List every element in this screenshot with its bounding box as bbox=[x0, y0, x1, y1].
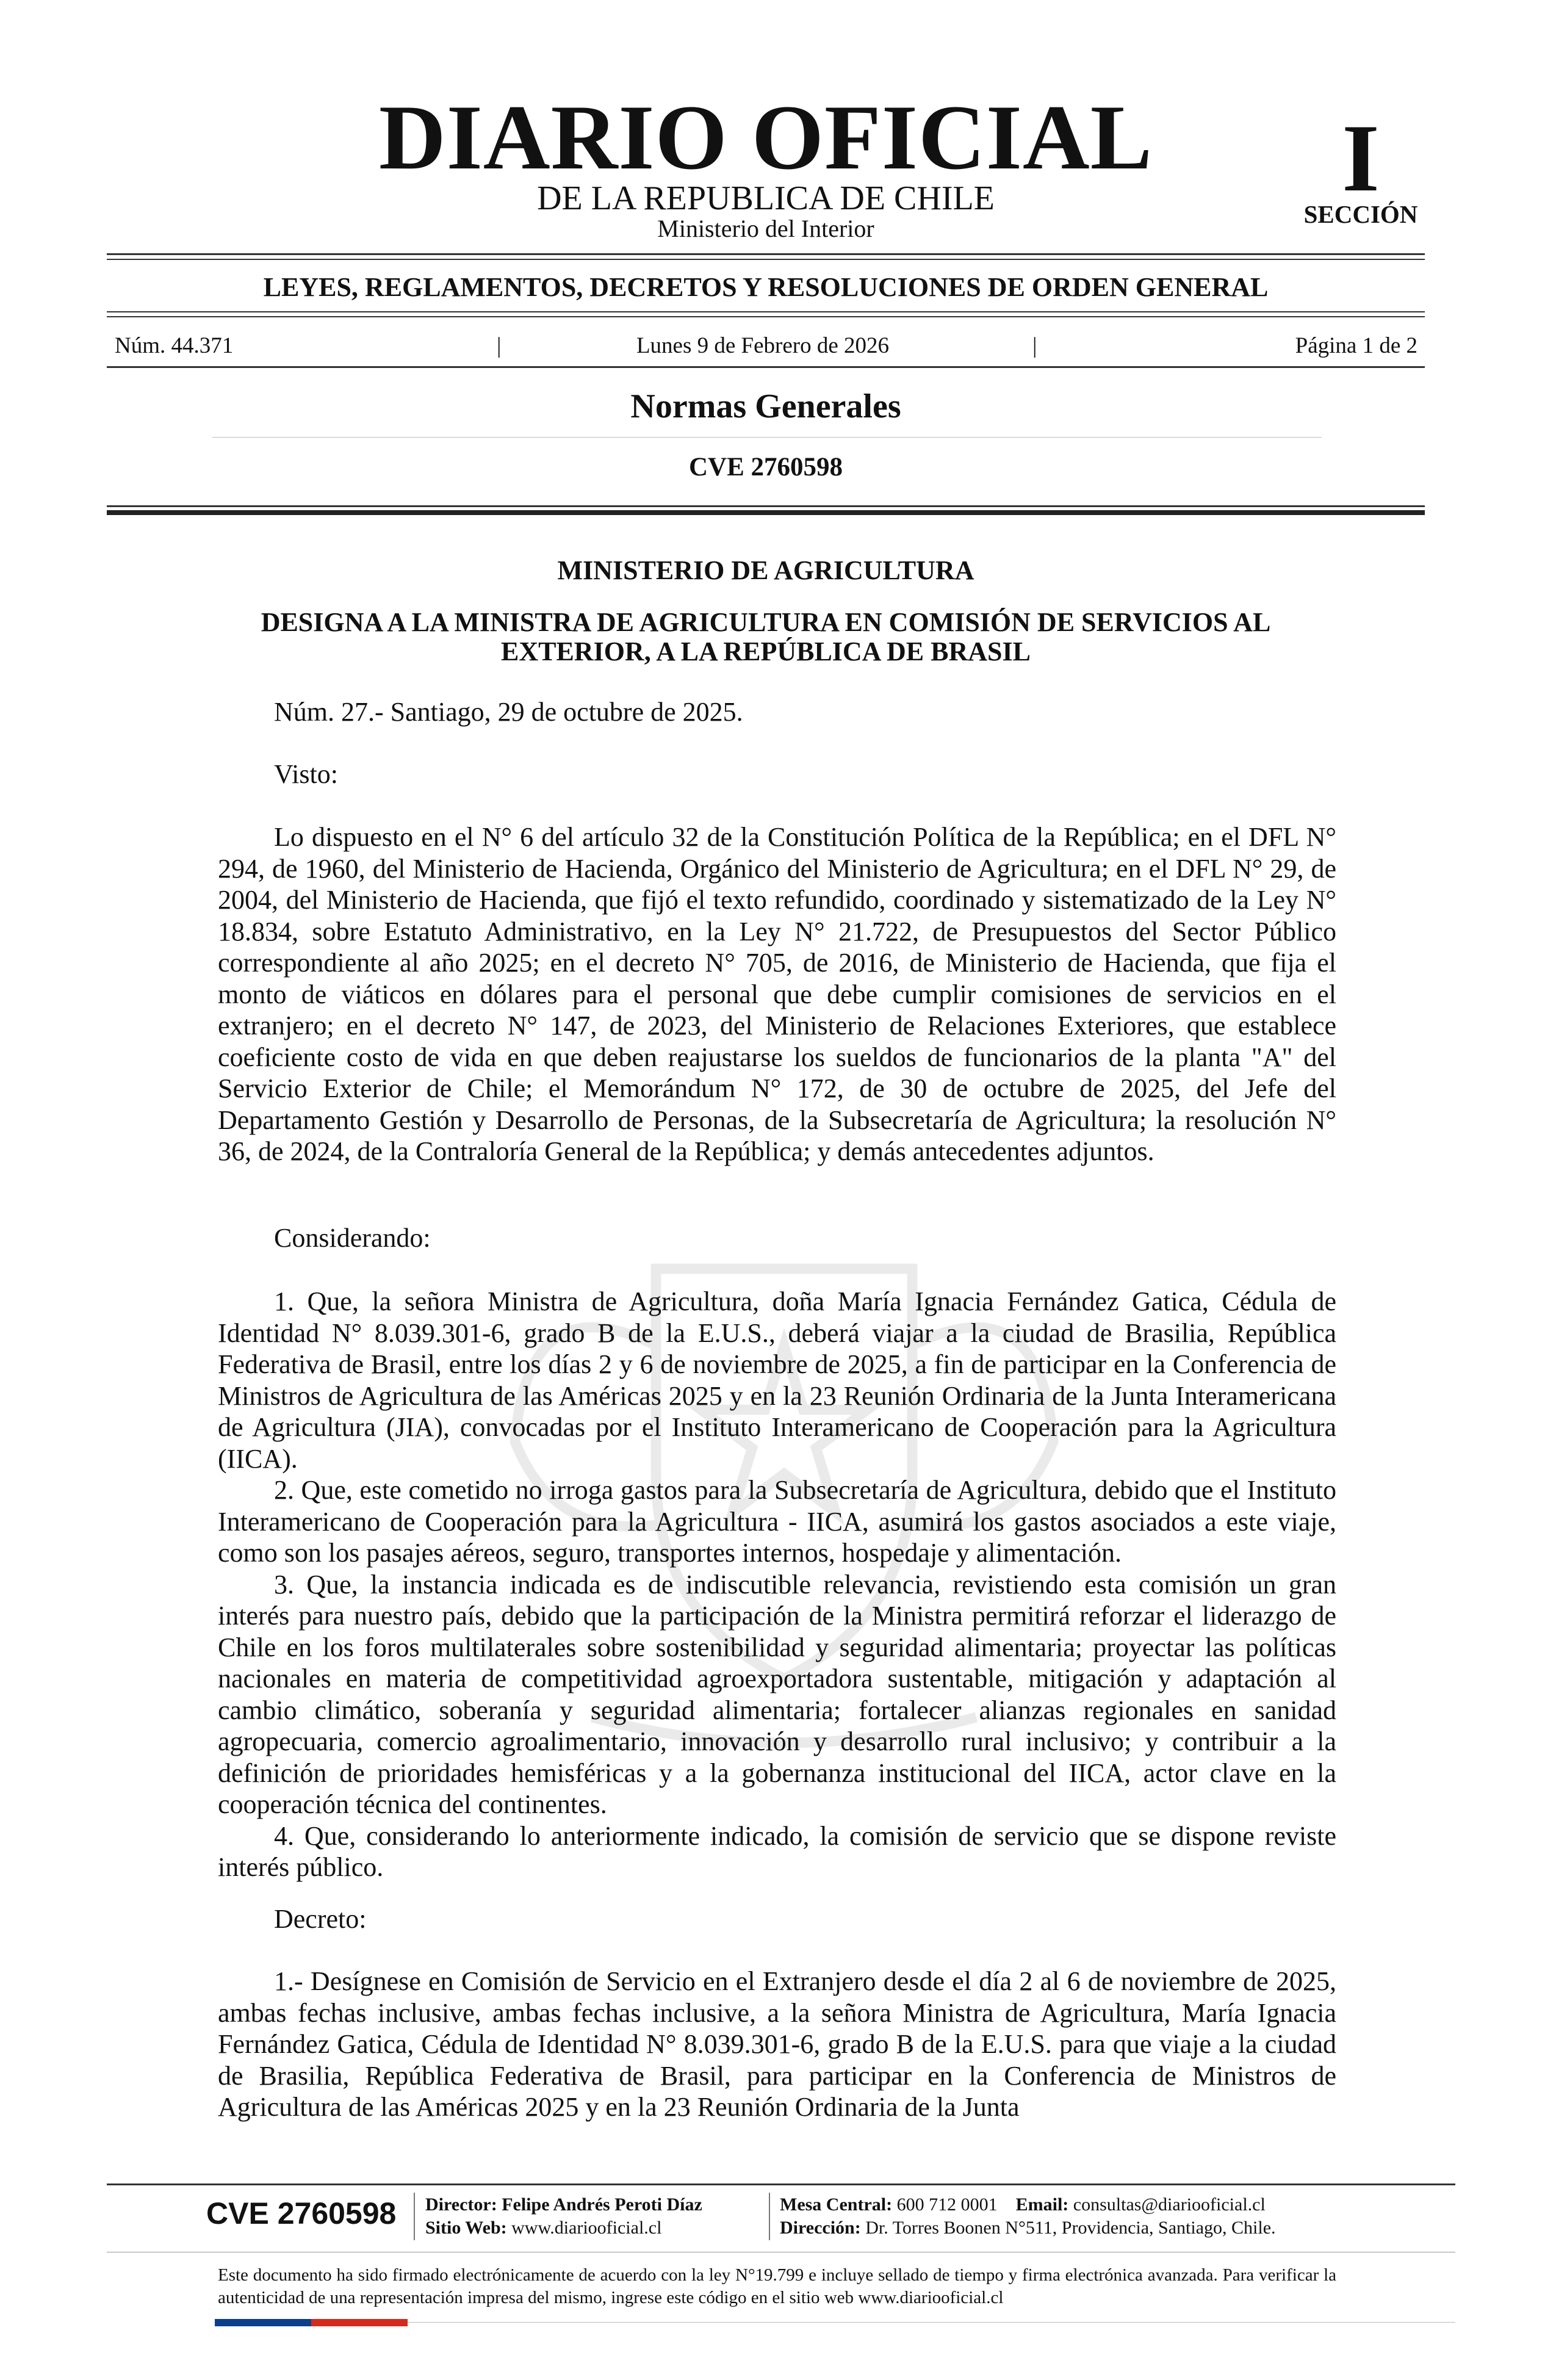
divider-line bbox=[107, 311, 1425, 312]
email-label: Email: bbox=[1015, 2194, 1069, 2215]
meta-separator: | bbox=[497, 333, 502, 358]
document-title-line2: EXTERIOR, A LA REPÚBLICA DE BRASIL bbox=[500, 636, 1031, 666]
signature-note: Este documento ha sido firmado electrónicamente de acuerdo con la ley N°19.799 e incluye sellado de tiempo y firma electrónica avanzada. Para verificar la autenticidad de una representación impresa del mismo, ingrese este código en el sitio web www.diariooficial.cl bbox=[218, 2265, 1336, 2307]
address-value: Dr. Torres Boonen N°511, Providencia, Santiago, Chile. bbox=[865, 2218, 1276, 2238]
footer-director bbox=[425, 2193, 702, 2240]
footer-contact bbox=[780, 2193, 1276, 2240]
divider-line bbox=[107, 316, 1425, 317]
section-label: SECCIÓN bbox=[1303, 200, 1418, 228]
divider-line bbox=[212, 437, 1322, 438]
considerando-list bbox=[218, 1286, 1336, 1883]
footer-divider bbox=[107, 2183, 1455, 2185]
issue-date: Lunes 9 de Febrero de 2026 bbox=[636, 333, 890, 358]
footer-column-divider bbox=[414, 2193, 415, 2240]
footer-bottom-line bbox=[408, 2322, 1455, 2323]
issuing-ministry: MINISTERIO DE AGRICULTURA bbox=[557, 555, 974, 585]
masthead-ministry: Ministerio del Interior bbox=[657, 215, 874, 242]
website-label: Sitio Web: bbox=[425, 2218, 507, 2238]
footer-column-divider bbox=[769, 2193, 770, 2240]
director-label: Director: bbox=[425, 2194, 497, 2215]
flag-stripe-red bbox=[311, 2319, 408, 2326]
newspaper-subtitle: DE LA REPUBLICA DE CHILE bbox=[537, 179, 995, 217]
considerando-item: 4. Que, considerando lo anteriormente indicado, la comisión de servicio que se dispone reviste interés público. bbox=[218, 1820, 1336, 1882]
section-number: I bbox=[1342, 105, 1380, 212]
page-indicator: Página 1 de 2 bbox=[1295, 333, 1417, 358]
director-name: Felipe Andrés Peroti Díaz bbox=[502, 2194, 702, 2215]
considerando-item: 2. Que, este cometido no irroga gastos para la Subsecretaría de Agricultura, debido que el Instituto Interamericano de Cooperación para la Agricultura - IICA, asumirá los gastos asociados a este viaje, como son los pasajes aéreos, seguro, transportes internos, hospedaje y alimentación. bbox=[218, 1475, 1336, 1568]
email-link[interactable]: consultas@diariooficial.cl bbox=[1073, 2194, 1266, 2215]
cve-code: CVE 2760598 bbox=[688, 453, 843, 481]
section-category: Normas Generales bbox=[630, 388, 901, 425]
visto-label: Visto: bbox=[274, 759, 338, 789]
newspaper-title: DIARIO OFICIAL bbox=[378, 86, 1153, 189]
address-label: Dirección: bbox=[780, 2218, 861, 2238]
document-title-line1: DESIGNA A LA MINISTRA DE AGRICULTURA EN COMISIÓN DE SERVICIOS AL bbox=[261, 607, 1271, 637]
website-link[interactable]: www.diariooficial.cl bbox=[511, 2218, 662, 2238]
footer-cve-code: CVE 2760598 bbox=[206, 2196, 397, 2230]
divider-line bbox=[107, 259, 1425, 260]
decree-number: Núm. 27.- Santiago, 29 de octubre de 2025. bbox=[274, 697, 743, 727]
divider-line bbox=[107, 510, 1425, 515]
visto-paragraph: Lo dispuesto en el N° 6 del artículo 32 de la Constitución Política de la República; en el DFL N° 294, de 1960, del Ministerio de Hacienda, Orgánico del Ministerio de Agricultura; en el DFL N° 29, de 2004, del Ministerio de Hacienda, que fijó el texto refundido, coordinado y sistematizado de la Ley N° 18.834, sobre Estatuto Administrativo, en la Ley N° 21.722, de Presupuestos del Sector Público correspondiente al año 2025; en el decreto N° 705, de 2016, de Ministerio de Hacienda, que fija el monto de viáticos en dólares para el personal que debe cumplir comisiones de servicios en el extranjero; en el decreto N° 147, de 2023, del Ministerio de Relaciones Exteriores, que establece coeficiente costo de vida en que deben reajustarse los sueldos de funcionarios de la planta "A" del Servicio Exterior de Chile; el Memorándum N° 172, de 30 de octubre de 2025, del Jefe del Departamento Gestión y Desarrollo de Personas, de la Subsecretaría de Agricultura; la resolución N° 36, de 2024, de la Contraloría General de la República; y demás antecedentes adjuntos. bbox=[218, 822, 1336, 1166]
flag-stripe-blue bbox=[215, 2319, 311, 2326]
considerando-label: Considerando: bbox=[274, 1223, 431, 1253]
decreto-paragraph: 1.- Desígnese en Comisión de Servicio en el Extranjero desde el día 2 al 6 de noviembre de 2025, ambas fechas inclusive, ambas fechas inclusive, a la señora Ministra de Agricultura, María Ignacia Fernández Gatica, Cédula de Identidad N° 8.039.301-6, grado B de la E.U.S. para que viaje a la ciudad de Brasilia, República Federativa de Brasil, para participar en la Conferencia de Ministros de Agricultura de las Américas 2025 y en la 23 Reunión Ordinaria de la Junta bbox=[218, 1966, 1336, 2122]
considerando-item: 3. Que, la instancia indicada es de indiscutible relevancia, revistiendo esta comisión un gran interés para nuestro país, debido que la participación de la Ministra permitirá reforzar el liderazgo de Chile en los foros multilaterales sobre sostenibilidad y seguridad alimentaria; proyectar las políticas nacionales en materia de competitividad agroexportadora sustentable, mitigación y adaptación al cambio climático, soberanía y seguridad alimentaria; fortalecer alianzas regionales en sanidad agropecuaria, comercio agroalimentario, innovación y desarrollo rural inclusivo; y contribuir a la definición de prioridades hemisféricas y a la gobernanza institucional del IICA, actor clave en la cooperación técnica del continentes. bbox=[218, 1569, 1336, 1819]
phone-label: Mesa Central: bbox=[780, 2194, 893, 2215]
divider-line bbox=[107, 505, 1425, 507]
divider-line bbox=[107, 366, 1425, 368]
phone-number: 600 712 0001 bbox=[896, 2194, 998, 2215]
meta-separator: | bbox=[1032, 333, 1037, 358]
decreto-label: Decreto: bbox=[274, 1904, 367, 1934]
issue-number: Núm. 44.371 bbox=[115, 333, 234, 358]
considerando-item: 1. Que, la señora Ministra de Agricultura, doña María Ignacia Fernández Gatica, Cédula de Identidad N° 8.039.301-6, grado B de la E.U.S., deberá viajar a la ciudad de Brasilia, República Federativa de Brasil, entre los días 2 y 6 de noviembre de 2025, a fin de participar en la Conferencia de Ministros de Agricultura de las Américas 2025 y en la 23 Reunión Ordinaria de la Junta Interamericana de Agricultura (JIA), convocadas por el Instituto Interamericano de Cooperación para la Agricultura (IICA). bbox=[218, 1286, 1336, 1474]
divider-line bbox=[107, 253, 1425, 255]
laws-banner: LEYES, REGLAMENTOS, DECRETOS Y RESOLUCIONES DE ORDEN GENERAL bbox=[263, 272, 1269, 302]
